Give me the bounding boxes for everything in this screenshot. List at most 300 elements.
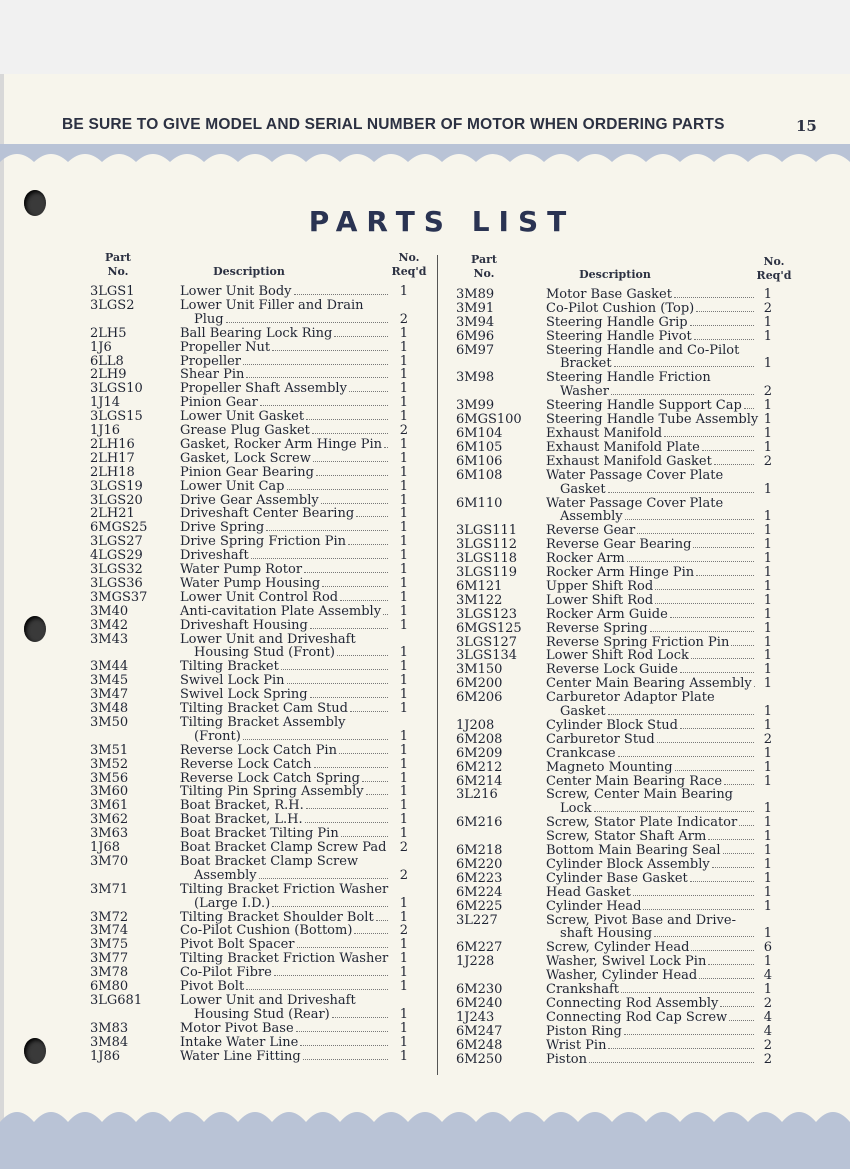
quantity-required: 2 (763, 300, 772, 316)
dot-leader (657, 742, 754, 743)
quantity-required: 4 (763, 1009, 772, 1025)
part-number: 3LGS134 (456, 648, 518, 664)
description-text: Screw, Center Main Bearing (546, 787, 734, 803)
part-number: 3M74 (90, 923, 129, 939)
part-description (180, 660, 390, 674)
description-text: Tilting Bracket Friction Washer (180, 951, 389, 967)
dot-leader (723, 853, 754, 854)
dot-leader (281, 669, 388, 670)
description-text: Washer, Swivel Lock Pin (546, 954, 707, 970)
part-description (546, 594, 756, 608)
dot-leader (322, 586, 388, 587)
part-number: 3M51 (90, 742, 129, 758)
dot-leader (637, 533, 754, 534)
part-number: 6M248 (456, 1037, 503, 1053)
part-number: 1J16 (90, 423, 121, 438)
part-number: 3M56 (90, 770, 129, 786)
description-text: Cylinder Block Stud (546, 717, 678, 733)
description-text: Center Main Bearing Assembly (546, 676, 752, 692)
part-number: 6M208 (456, 731, 503, 747)
description-text: Reverse Spring Friction Pin (546, 634, 730, 650)
quantity-required: 1 (763, 314, 772, 330)
quantity-required: 1 (399, 284, 408, 299)
part-description (546, 302, 756, 316)
left-description-header: Description (213, 265, 285, 278)
dot-leader (303, 1059, 388, 1060)
part-description (546, 1011, 756, 1025)
part-number: 6M80 (90, 979, 129, 994)
part-number: 6MGS125 (456, 620, 522, 636)
part-description (180, 827, 390, 841)
description-text: Housing Stud (Rear) (194, 1006, 330, 1022)
quantity-required: 1 (399, 1034, 408, 1050)
part-number: 3LGS118 (456, 551, 518, 567)
quantity-required: 1 (763, 759, 772, 775)
dot-leader (304, 572, 388, 573)
part-number: 3MGS37 (90, 589, 148, 605)
description-text: Lower Shift Rod (546, 592, 654, 608)
column-divider (437, 255, 438, 1075)
part-number: 3M72 (90, 909, 129, 925)
quantity-required: 1 (399, 436, 408, 452)
part-number: 6MGS100 (456, 412, 522, 428)
description-text: Gasket, Lock Screw (180, 450, 311, 466)
description-text: Assembly (560, 509, 623, 525)
dot-leader (349, 391, 388, 392)
dot-leader (589, 1062, 754, 1063)
quantity-required: 1 (399, 770, 408, 786)
description-text: (Large I.D.) (194, 895, 271, 911)
quantity-required: 1 (399, 1048, 408, 1064)
dot-leader (696, 575, 754, 576)
dot-leader (655, 589, 754, 590)
description-text: Screw, Stator Shaft Arm (546, 829, 707, 845)
description-text: Carburetor Stud (546, 731, 655, 747)
part-number: 3M70 (90, 853, 129, 869)
dot-leader (655, 603, 754, 604)
part-description (180, 674, 390, 688)
quantity-required: 2 (763, 453, 772, 469)
part-description (546, 538, 756, 552)
part-description (546, 858, 756, 872)
dot-leader (729, 1020, 754, 1021)
description-text: Gasket (560, 703, 606, 719)
part-description (180, 619, 390, 633)
description-text: Driveshaft (180, 548, 249, 564)
description-text: Piston (546, 1051, 587, 1067)
part-description (546, 427, 756, 441)
dot-leader (627, 561, 754, 562)
description-text: Drive Spring Friction Pin (180, 534, 347, 550)
quantity-required: 1 (763, 509, 772, 525)
part-description (180, 758, 390, 772)
dot-leader (337, 655, 388, 656)
description-text: Bottom Main Bearing Seal (546, 843, 721, 858)
dot-leader (305, 822, 388, 823)
quantity-required: 1 (763, 773, 772, 789)
part-description (546, 288, 756, 302)
dot-leader (680, 672, 754, 673)
quantity-required: 1 (399, 381, 408, 397)
description-text: Reverse Lock Guide (546, 662, 678, 678)
quantity-required: 1 (399, 909, 408, 925)
quantity-required: 1 (399, 325, 408, 341)
part-description (180, 396, 390, 410)
dot-leader (350, 711, 388, 712)
description-text: Cylinder Block Assembly (546, 856, 710, 872)
part-description (546, 622, 756, 636)
part-number: 6M223 (456, 870, 503, 886)
part-description (546, 719, 756, 733)
dot-leader (310, 697, 388, 698)
dot-leader (670, 617, 754, 618)
part-description (546, 691, 756, 719)
part-number: 3M94 (456, 314, 495, 330)
quantity-required: 1 (763, 815, 772, 831)
part-number: 3M84 (90, 1034, 129, 1050)
description-text: Wrist Pin (546, 1037, 607, 1053)
part-description (180, 1036, 390, 1050)
part-number: 3M43 (90, 631, 129, 647)
quantity-required: 1 (399, 409, 408, 425)
part-description (180, 952, 390, 966)
part-description (180, 911, 390, 925)
part-number: 3M50 (90, 714, 129, 730)
quantity-required: 1 (399, 548, 408, 564)
description-text: Steering Handle and Co-Pilot (546, 342, 740, 358)
part-number: 3M75 (90, 937, 129, 953)
dot-leader (708, 839, 754, 840)
description-text: Water Line Fitting (180, 1048, 301, 1064)
part-description (546, 344, 756, 372)
dot-leader (702, 450, 754, 451)
dot-leader (675, 770, 754, 771)
part-description (180, 938, 390, 952)
dot-leader (246, 989, 388, 990)
dot-leader (366, 794, 388, 795)
description-text: Co-Pilot Cushion (Bottom) (180, 923, 353, 939)
dot-leader (339, 753, 388, 754)
part-description (180, 452, 390, 466)
description-text: Drive Gear Assembly (180, 492, 319, 508)
part-description (546, 412, 759, 428)
part-number: 1J208 (456, 717, 495, 733)
part-description (546, 900, 756, 914)
part-description (180, 772, 390, 786)
quantity-required: 2 (763, 995, 772, 1011)
description-text: Screw, Stator Plate Indicator (546, 815, 738, 831)
quantity-required: 1 (399, 478, 408, 494)
description-text: Reverse Gear (546, 523, 636, 539)
part-description (180, 633, 390, 661)
part-number: 1J14 (90, 395, 121, 411)
part-number: 6M250 (456, 1051, 503, 1067)
quantity-required: 1 (763, 551, 772, 567)
part-number: 6M212 (456, 759, 503, 775)
part-number: 3M44 (90, 659, 129, 675)
part-description (180, 883, 390, 911)
quantity-required: 1 (399, 937, 408, 953)
part-description (546, 455, 756, 469)
page-title: PARTS LIST (308, 205, 576, 238)
part-number: 3M40 (90, 603, 129, 619)
quantity-required: 1 (763, 398, 772, 414)
part-number: 3L216 (456, 787, 498, 803)
part-description (546, 636, 756, 650)
dot-leader (246, 377, 388, 378)
quantity-required: 1 (763, 356, 772, 372)
part-description (546, 775, 756, 789)
description-text: Plug (194, 311, 224, 327)
part-description (180, 424, 390, 438)
dot-leader (226, 322, 388, 323)
part-number: 3M89 (456, 287, 495, 302)
part-description (546, 830, 756, 844)
quantity-required: 1 (399, 575, 408, 591)
description-text: Water Passage Cover Plate (546, 495, 724, 511)
dot-leader (608, 714, 754, 715)
description-text: Boat Bracket Clamp Screw (180, 853, 359, 869)
part-description (546, 1039, 756, 1053)
quantity-required: 1 (399, 353, 408, 369)
part-description (180, 855, 390, 883)
dot-leader (694, 339, 754, 340)
part-description (180, 605, 390, 619)
part-number: 6M108 (456, 467, 503, 483)
description-text: Gasket, Rocker Arm Hinge Pin (180, 436, 383, 452)
description-text: Shear Pin (180, 367, 245, 383)
description-text: Crankcase (546, 745, 616, 761)
description-text: Washer, Cylinder Head (546, 968, 698, 984)
part-description (546, 997, 756, 1011)
part-description (546, 733, 756, 747)
description-text: Reverse Gear Bearing (546, 537, 692, 553)
description-text: Motor Base Gasket (546, 287, 672, 302)
part-description (546, 566, 756, 580)
part-description (180, 438, 390, 452)
part-number: 2LH17 (90, 450, 135, 466)
description-text: Reverse Lock Catch Spring (180, 770, 360, 786)
dot-leader (332, 1017, 388, 1018)
dot-leader (251, 558, 388, 559)
dot-leader (739, 825, 754, 826)
dot-leader (690, 881, 754, 882)
dot-leader (650, 631, 754, 632)
quantity-required: 2 (399, 423, 408, 438)
dot-leader (618, 756, 754, 757)
description-text: Upper Shift Rod (546, 578, 654, 594)
dot-leader (272, 906, 388, 907)
part-description (180, 494, 390, 508)
dot-leader (690, 325, 754, 326)
part-description (180, 577, 390, 591)
quantity-required: 1 (399, 965, 408, 981)
dot-leader (259, 878, 388, 879)
dot-leader (731, 645, 754, 646)
dot-leader (312, 433, 388, 434)
page-edge (0, 74, 4, 1169)
part-description (546, 580, 756, 594)
quantity-required: 1 (763, 578, 772, 594)
dot-leader (314, 767, 388, 768)
part-number: 6M104 (456, 426, 503, 441)
quantity-required: 1 (399, 659, 408, 675)
part-description (546, 552, 756, 566)
right-qty-header-line2: Req'd (756, 269, 792, 282)
dot-leader (708, 964, 754, 965)
dot-leader (691, 658, 754, 659)
part-description (180, 410, 390, 424)
part-number: 3LGS2 (90, 297, 135, 313)
dot-leader (744, 408, 754, 409)
part-number: 3M42 (90, 617, 129, 633)
part-number: 1J6 (90, 339, 112, 355)
dot-leader (696, 311, 754, 312)
part-number: 6M96 (456, 328, 495, 344)
quantity-required: 1 (399, 742, 408, 758)
description-text: Steering Handle Support Cap (546, 398, 742, 414)
binder-hole-bottom (24, 1038, 46, 1064)
part-description (180, 521, 390, 535)
part-number: 3M48 (90, 701, 129, 716)
quantity-required: 1 (763, 287, 772, 302)
part-number: 1J86 (90, 1048, 121, 1064)
dot-leader (266, 530, 388, 531)
dot-leader (664, 436, 754, 437)
quantity-required: 1 (763, 592, 772, 608)
part-description (546, 399, 756, 413)
part-number: 2LH18 (90, 464, 135, 480)
part-number: 6M110 (456, 495, 503, 511)
description-text: Lower Unit and Driveshaft (180, 992, 356, 1008)
description-text: Grease Plug Gasket (180, 423, 310, 438)
dot-leader (699, 978, 754, 979)
description-text: Driveshaft Center Bearing (180, 506, 355, 522)
quantity-required: 1 (399, 589, 408, 605)
dot-leader (362, 781, 388, 782)
quantity-required: 2 (763, 1051, 772, 1067)
dot-leader (274, 975, 388, 976)
part-description (180, 480, 390, 494)
description-text: Steering Handle Grip (546, 314, 688, 330)
description-text: Lower Unit Control Rod (180, 589, 339, 605)
description-text: Pinion Gear Bearing (180, 464, 315, 480)
dot-leader (297, 947, 389, 948)
part-number: 6M121 (456, 578, 503, 594)
dot-leader (348, 544, 388, 545)
part-number: 6M105 (456, 439, 503, 455)
part-number: 6M200 (456, 676, 503, 692)
description-text: Steering Handle Pivot (546, 328, 692, 344)
part-number: 3LG681 (90, 992, 143, 1008)
dot-leader (243, 364, 388, 365)
part-description (546, 983, 756, 997)
description-text: Drive Spring (180, 520, 265, 536)
description-text: Intake Water Line (180, 1034, 299, 1050)
dot-leader (354, 933, 388, 934)
part-number: 3LGS119 (456, 565, 518, 580)
left-part-no-header (100, 251, 136, 279)
part-description (180, 716, 390, 744)
part-description (180, 382, 390, 396)
part-number: 2LH9 (90, 367, 127, 383)
part-description (180, 368, 390, 382)
part-number: 3LGS10 (90, 381, 143, 397)
left-part-header-line2: No. (107, 265, 129, 278)
description-text: Reverse Lock Catch Pin (180, 742, 337, 758)
part-description (180, 299, 390, 327)
dot-leader (625, 519, 754, 520)
quantity-required: 1 (763, 676, 772, 692)
part-description (546, 969, 756, 983)
description-text: Rocker Arm Hinge Pin (546, 565, 695, 580)
description-text: Connecting Rod Cap Screw (546, 1009, 728, 1025)
quantity-required: 1 (763, 606, 772, 622)
dot-leader (633, 895, 754, 896)
right-qty-header (754, 255, 794, 283)
part-description (546, 955, 756, 969)
part-description (546, 886, 756, 900)
part-description (546, 316, 756, 330)
part-number: 1J228 (456, 954, 495, 970)
part-number: 3LGS1 (90, 284, 135, 299)
description-text: Motor Pivot Base (180, 1020, 294, 1036)
dot-leader (243, 739, 388, 740)
dot-leader (287, 683, 388, 684)
quantity-required: 1 (399, 1006, 408, 1022)
description-text: Boat Bracket Clamp Screw Pad (180, 840, 387, 855)
right-part-header-line2: No. (473, 267, 495, 280)
dot-leader (260, 405, 388, 406)
description-text: Boat Bracket, L.H. (180, 812, 303, 828)
dot-leader (334, 336, 388, 337)
part-description (180, 994, 390, 1022)
description-text: Cylinder Base Gasket (546, 870, 688, 886)
quantity-required: 1 (763, 523, 772, 539)
part-number: 3M52 (90, 756, 129, 772)
quantity-required: 1 (763, 982, 772, 997)
part-description (546, 761, 756, 775)
quantity-required: 1 (399, 367, 408, 383)
quantity-required: 1 (399, 506, 408, 522)
part-number: 3L227 (456, 912, 498, 928)
quantity-required: 1 (763, 565, 772, 580)
description-text: Cylinder Head (546, 898, 642, 914)
part-description (180, 924, 390, 938)
part-number: 3M61 (90, 798, 129, 814)
part-description (546, 872, 756, 886)
part-number: 3LGS32 (90, 562, 143, 577)
part-number: 6M218 (456, 843, 503, 858)
right-part-header-line1: Part (471, 253, 497, 266)
part-description (546, 663, 756, 677)
part-number: 3LGS127 (456, 634, 518, 650)
part-number: 3M98 (456, 370, 495, 386)
quantity-required: 1 (399, 798, 408, 814)
quantity-required: 1 (763, 634, 772, 650)
quantity-required: 1 (763, 537, 772, 553)
part-number: 6M216 (456, 815, 503, 831)
part-description (546, 816, 756, 830)
quantity-required: 1 (399, 1020, 408, 1036)
ordering-notice: BE SURE TO GIVE MODEL AND SERIAL NUMBER OF MOTOR WHEN ORDERING PARTS (62, 116, 725, 133)
description-text: Gasket (560, 481, 606, 497)
quantity-required: 2 (399, 923, 408, 939)
part-number: 3LGS19 (90, 478, 143, 494)
description-text: shaft Housing (560, 926, 653, 942)
quantity-required: 1 (763, 412, 772, 428)
quantity-required: 1 (399, 701, 408, 716)
